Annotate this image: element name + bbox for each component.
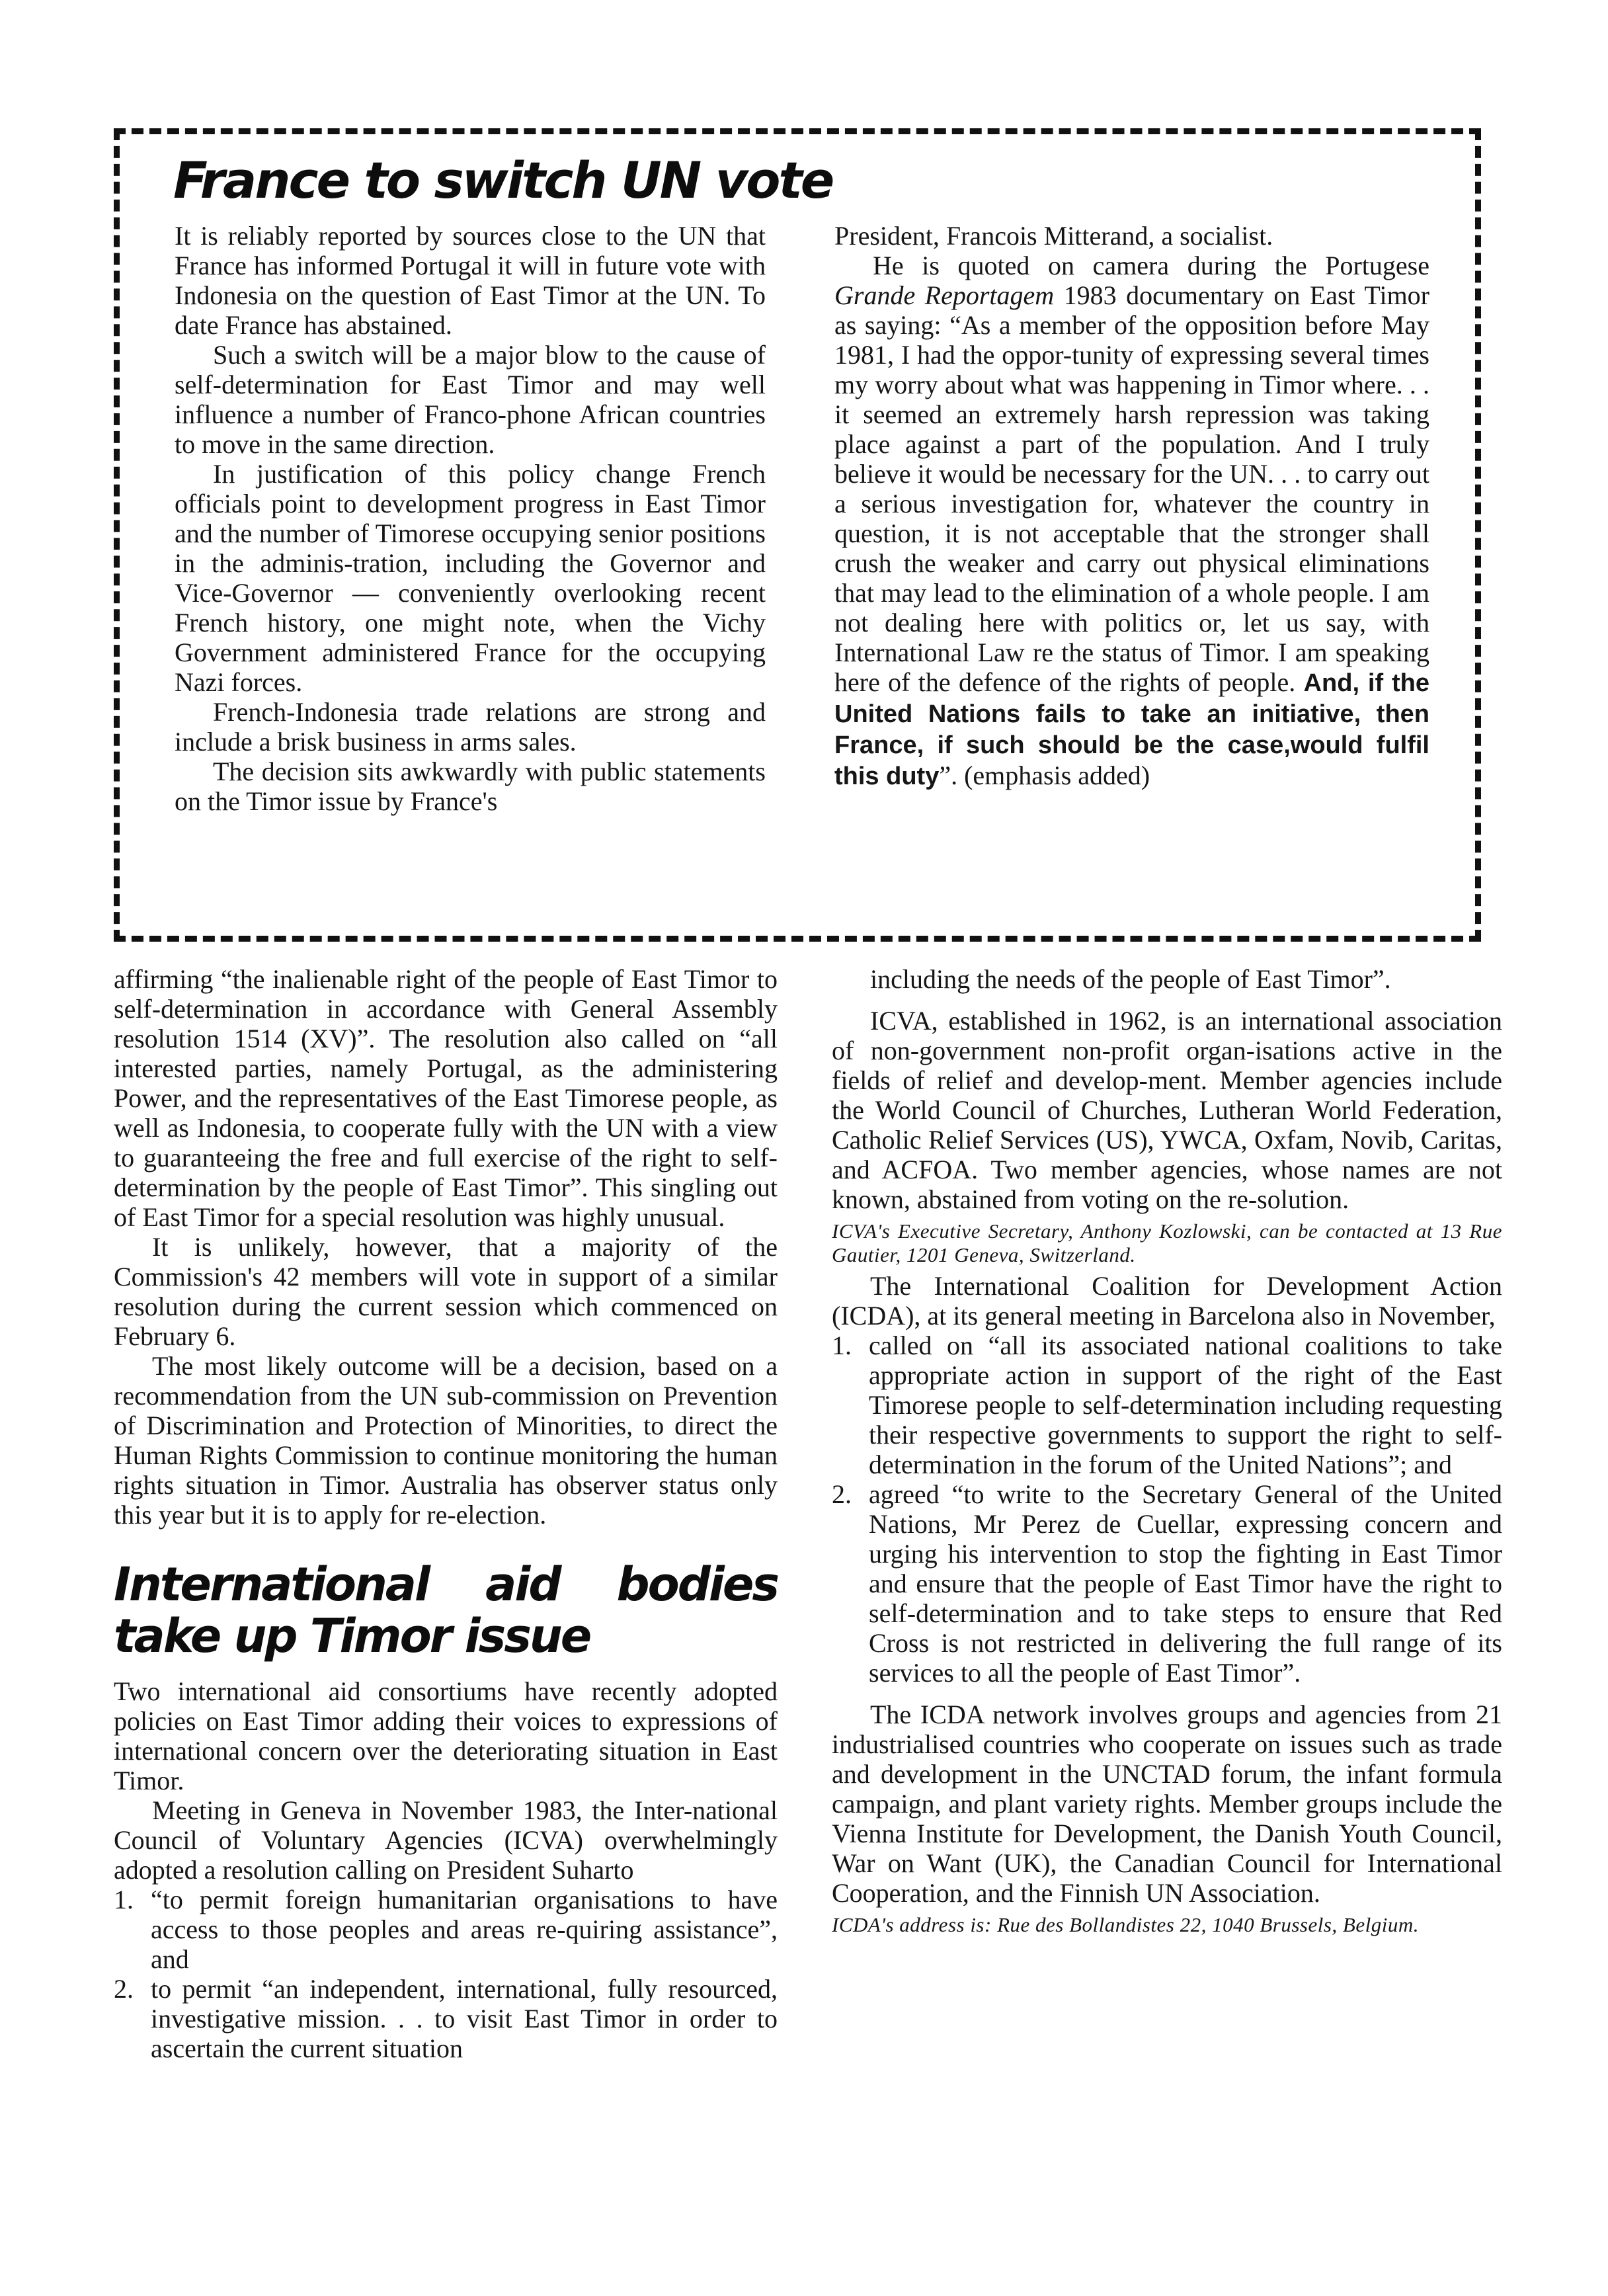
paragraph: The International Coalition for Development Action (ICDA), at its general meeting in Barcelona also in November, bbox=[832, 1271, 1502, 1331]
box-paragraph: The decision sits awkwardly with public statements on the Timor issue by France's bbox=[175, 757, 766, 816]
box-paragraph: It is reliably reported by sources close to the UN that France has informed Portugal it will in future vote with Indonesia on the question of East Timor at the UN. To date France has abstained. bbox=[175, 221, 766, 340]
list-item bbox=[114, 1974, 778, 2063]
list-number: 1. bbox=[114, 1885, 134, 1914]
icda-resolution-list bbox=[832, 1331, 1502, 1688]
paragraph: It is unlikely, however, that a majority of the Commission's 42 members will vote in support of a similar resolution during the current session which commenced on February 6. bbox=[114, 1232, 778, 1351]
quote-intro: He is quoted on camera during the Portugese bbox=[873, 251, 1429, 280]
aid-bodies-heading: International aid bodies take up Timor issue bbox=[114, 1557, 778, 1663]
box-quote-paragraph bbox=[834, 251, 1429, 792]
icva-contact-note: ICVA's Executive Secretary, Anthony Kozlowski, can be contacted at 13 Rue Gautier, 1201 Geneva, Switzerland. bbox=[832, 1219, 1502, 1266]
box-article-title: France to switch UN vote bbox=[173, 151, 833, 210]
list-item bbox=[832, 1479, 1502, 1688]
quote-end: ”. (emphasis added) bbox=[939, 760, 1150, 790]
paragraph: The most likely outcome will be a decision, based on a recommendation from the UN sub-commission on Prevention of Discrimination and Protection of Minorities, to direct the Human Rights Commission to continue monitoring the human rights situation in Timor. Australia has observer status only this year but it is to apply for re-election. bbox=[114, 1351, 778, 1530]
paragraph: ICVA, established in 1962, is an international association of non-government non-profit organ-isations active in the fields of relief and develop-ment. Member agencies include the World Council of Churches, Lutheran World Federation, Catholic Relief Services (US), YWCA, Oxfam, Novib, Caritas, and ACFOA. Two member agencies, whose names are not known, abstained from voting on the re-solution. bbox=[832, 1006, 1502, 1214]
paragraph: Two international aid consortiums have recently adopted policies on East Timor adding their voices to expressions of international concern over the deteriorating situation in East Timor. bbox=[114, 1676, 778, 1795]
paragraph: affirming “the inalienable right of the people of East Timor to self-determination in accordance with General Assembly resolution 1514 (XV)”. The resolution also called on “all interested parties, namely Portugal, as the administering Power, and the representatives of the East Timorese people, as well as Indonesia, to cooperate fully with the UN with a view to guaranteeing the free and full exercise of the right to self-determination by the people of East Timor”. This singling out of East Timor for a special resolution was highly unusual. bbox=[114, 964, 778, 1232]
box-paragraph: French-Indonesia trade relations are strong and include a brisk business in arms sales. bbox=[175, 697, 766, 757]
box-paragraph: President, Francois Mitterand, a socialist. bbox=[834, 221, 1273, 251]
list-number: 2. bbox=[114, 1974, 134, 2004]
list-number: 1. bbox=[832, 1331, 852, 1360]
box-article-right-column bbox=[834, 221, 1429, 792]
box-paragraph: In justification of this policy change French officials point to development progress in East Timor and the number of Timorese occupying senior positions in the adminis-tration, including the Governor and Vice-Governor — conveniently overlooking recent French history, one might note, when the Vichy Government administered France for the occupying Nazi forces. bbox=[175, 459, 766, 697]
list-text: “to permit foreign humanitarian organisations to have access to those peoples and areas re-quiring assistance”, and bbox=[151, 1885, 778, 1974]
box-article-left-column bbox=[175, 221, 766, 816]
icda-address-note: ICDA's address is: Rue des Bollandistes 22, 1040 Brussels, Belgium. bbox=[832, 1913, 1419, 1936]
list-text: to permit “an independent, international, fully resourced, investigative mission. . . to visit East Timor in order to ascertain the current situation bbox=[151, 1974, 778, 2063]
list-number: 2. bbox=[832, 1479, 852, 1509]
documentary-title: Grande Reportagem bbox=[834, 280, 1055, 310]
box-paragraph: Such a switch will be a major blow to the cause of self-determination for East Timor and may well influence a number of Franco-phone African countries to move in the same direction. bbox=[175, 340, 766, 459]
quote-text: 1983 documentary on East Timor as saying: “As a member of the opposition before May 1981, I had the oppor-tunity of expressing several times my worry about what was happening in Timor where. . . it seemed an extremely harsh repression was taking place against a part of the population. And I truly believe it would be necessary for the UN. . . to carry out a serious investigation for, whatever the country in question, it is not acceptable that the stronger shall crush the weaker and carry out physical eliminations that may lead to the elimination of a whole people. I am not dealing here with politics or, let us say, with International Law re the status of Timor. I am speaking here of the defence of the rights of people. bbox=[834, 280, 1430, 697]
list-item bbox=[114, 1885, 778, 1974]
list-text: agreed “to write to the Secretary General of the United Nations, Mr Perez de Cuellar, expressing concern and urging his intervention to stop the fighting in East Timor and ensure that the people of East Timor have the right to self-determination and to take steps to ensure that Red Cross is not restricted in delivering the full range of its services to all the people of East Timor”. bbox=[869, 1479, 1502, 1688]
list-text: called on “all its associated national coalitions to take appropriate action in support of the right of the East Timorese people to self-determination including requesting their respective governments to support the right to self-determination in the forum of the United Nations”; and bbox=[869, 1331, 1502, 1479]
left-column bbox=[114, 964, 778, 2063]
paragraph: including the needs of the people of East Timor”. bbox=[870, 964, 1391, 994]
paragraph: Meeting in Geneva in November 1983, the Inter-national Council of Voluntary Agencies (ICVA) overwhelmingly adopted a resolution calling on President Suharto bbox=[114, 1795, 778, 1885]
list-item bbox=[832, 1331, 1502, 1479]
icva-resolution-list bbox=[114, 1885, 778, 2063]
paragraph: The ICDA network involves groups and agencies from 21 industrialised countries who cooperate on issues such as trade and development in the UNCTAD forum, the infant formula campaign, and plant variety rights. Member groups include the Vienna Institute for Development, the Danish Youth Council, War on Want (UK), the Canadian Council for International Cooperation, and the Finnish UN Association. bbox=[832, 1700, 1502, 1908]
quote-emphasis: And, if the United Nations fails to take an initiative, then France, if such should be the case,would fulfil this duty bbox=[834, 669, 1429, 790]
right-column bbox=[832, 964, 1502, 1941]
